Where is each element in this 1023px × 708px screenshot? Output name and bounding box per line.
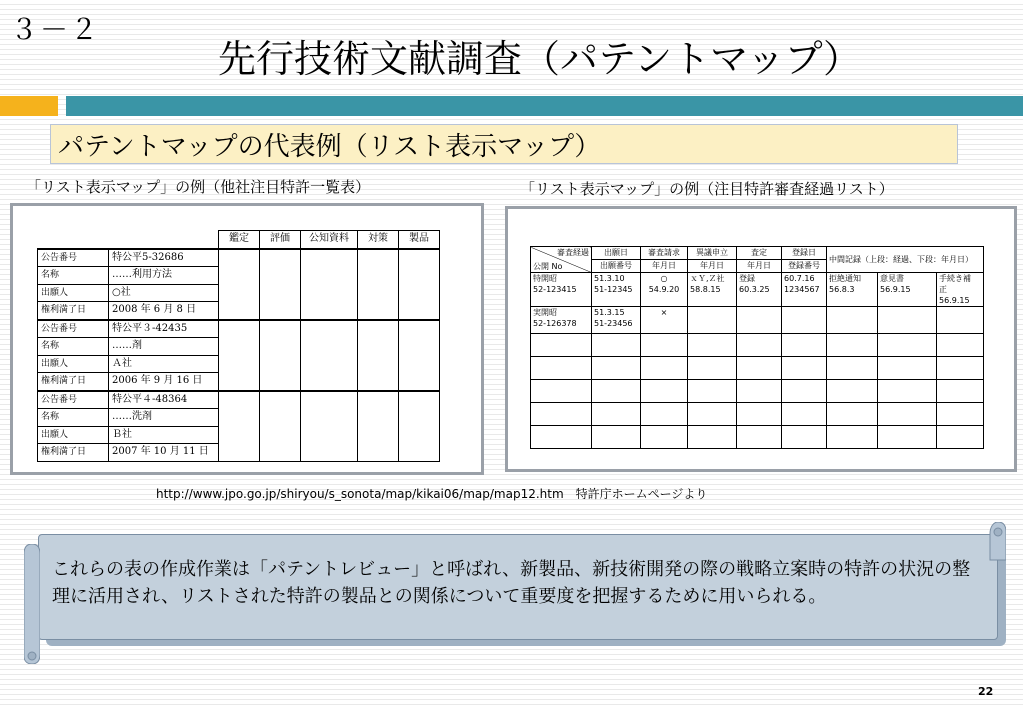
row-label: 出願人: [38, 284, 109, 302]
column-header: 中間記録（上段：経過、下段：年月日）: [827, 247, 984, 273]
table-row: [531, 380, 984, 403]
examination-history-table: [530, 246, 984, 449]
row-value: Ｂ社: [109, 426, 219, 444]
scroll-curl-left: [24, 544, 40, 664]
row-value: 特公平４-48364: [109, 391, 219, 409]
row-value: ○社: [109, 284, 219, 302]
cell-line: 拒絶通知: [829, 274, 861, 283]
row-label: 公告番号: [38, 320, 109, 338]
row-value: 2008 年 6 月 8 日: [109, 302, 219, 320]
cell-line: 51.3.10: [594, 274, 625, 283]
patent-list-table: [37, 230, 440, 462]
row-label: 名称: [38, 267, 109, 285]
callout-text: これらの表の作成作業は「パテントレビュー」と呼ばれ、新製品、新技術開発の際の戦略立案時の特許の状況の整理に活用され、リストされた特許の製品との関係について重要度を把握するために用いられる。: [52, 559, 971, 607]
cell-line: 52-126378: [533, 319, 577, 328]
column-header: 登録番号: [782, 260, 827, 273]
column-header: 鑑定: [219, 231, 260, 249]
column-header: 出願日: [592, 247, 641, 260]
cell-line: 56.9.15: [880, 285, 911, 294]
cell-line: 56.9.15: [939, 296, 970, 305]
column-header: 公知資料: [301, 231, 358, 249]
diagonal-header-cell: [531, 247, 592, 273]
table-row: [531, 403, 984, 426]
column-header: 製品: [399, 231, 440, 249]
cell-line: 51-23456: [594, 319, 633, 328]
table-header-row: [38, 231, 440, 249]
cell-line: 51.3.15: [594, 308, 625, 317]
table-row: [38, 391, 440, 409]
row-label: 公告番号: [38, 249, 109, 267]
table-row: [531, 334, 984, 357]
table-header-row: [531, 247, 984, 260]
row-label: 名称: [38, 338, 109, 356]
row-value: ……剤: [109, 338, 219, 356]
column-header: 年月日: [688, 260, 737, 273]
table-row: [531, 357, 984, 380]
row-value: 2006 年 9 月 16 日: [109, 373, 219, 391]
column-header: 対策: [358, 231, 399, 249]
row-label: 権利満了日: [38, 302, 109, 320]
row-value: 2007 年 10 月 11 日: [109, 444, 219, 462]
table-row: [38, 320, 440, 338]
cell-line: ｘＹ,Ｚ社: [690, 274, 725, 283]
row-value: Ａ社: [109, 355, 219, 373]
row-label: 権利満了日: [38, 444, 109, 462]
cell-line: 実開昭: [533, 308, 557, 317]
source-citation: http://www.jpo.go.jp/shiryou/s_sonota/map/kikai06/map/map12.htm 特許庁ホームページより: [156, 487, 708, 501]
subtitle: パテントマップの代表例（リスト表示マップ）: [58, 132, 601, 162]
table-row: [531, 307, 984, 334]
cell-line: 60.7.16: [784, 274, 815, 283]
cell-line: 60.3.25: [739, 285, 770, 294]
right-table-panel: [505, 206, 1017, 472]
page-number: 22: [978, 685, 994, 698]
column-header: 評価: [260, 231, 301, 249]
diagonal-header-top: 審査経過: [557, 248, 589, 257]
accent-bar-teal: [66, 96, 1023, 116]
row-label: 名称: [38, 409, 109, 427]
section-number: ３－２: [10, 13, 101, 46]
left-table-caption: 「リスト表示マップ」の例（他社注目特許一覧表）: [26, 178, 371, 196]
cell-line: 1234567: [784, 285, 820, 294]
row-value: ……洗剤: [109, 409, 219, 427]
cell-line: 手続き補: [939, 274, 971, 283]
cell-line: 56.8.3: [829, 285, 855, 294]
slide-title: 先行技術文献調査（パテントマップ）: [218, 37, 861, 81]
cell-line: 特開昭: [533, 274, 557, 283]
cell-line: 登録: [739, 274, 755, 283]
row-label: 出願人: [38, 355, 109, 373]
column-header: 出願番号: [592, 260, 641, 273]
left-table-panel: [10, 203, 484, 475]
row-value: 特公平5-32686: [109, 249, 219, 267]
column-header: 年月日: [641, 260, 688, 273]
cell-line: 意見書: [880, 274, 904, 283]
column-header: 査定: [737, 247, 782, 260]
cell-line: ○: [660, 274, 668, 283]
cell-line: 54.9.20: [648, 285, 680, 294]
scroll-curl-right: [986, 522, 1006, 562]
column-header: 異議申立: [688, 247, 737, 260]
cell-line: 51-12345: [594, 285, 633, 294]
accent-bar-yellow: [0, 96, 58, 116]
cell-line: 58.8.15: [690, 285, 721, 294]
column-header: 審査請求: [641, 247, 688, 260]
row-label: 権利満了日: [38, 373, 109, 391]
row-value: 特公平３-42435: [109, 320, 219, 338]
column-header: 登録日: [782, 247, 827, 260]
table-row: [531, 426, 984, 449]
cell-line: 正: [939, 285, 947, 294]
right-table-caption: 「リスト表示マップ」の例（注目特許審査経過リスト）: [520, 180, 894, 198]
row-value: ……利用方法: [109, 267, 219, 285]
column-header: 年月日: [737, 260, 782, 273]
cell-line: 52-123415: [533, 285, 577, 294]
diagonal-header-bottom: 公開 No: [533, 262, 563, 271]
row-label: 公告番号: [38, 391, 109, 409]
table-row: [38, 249, 440, 267]
cell-line: ×: [660, 308, 668, 317]
row-label: 出願人: [38, 426, 109, 444]
table-row: [531, 273, 984, 307]
